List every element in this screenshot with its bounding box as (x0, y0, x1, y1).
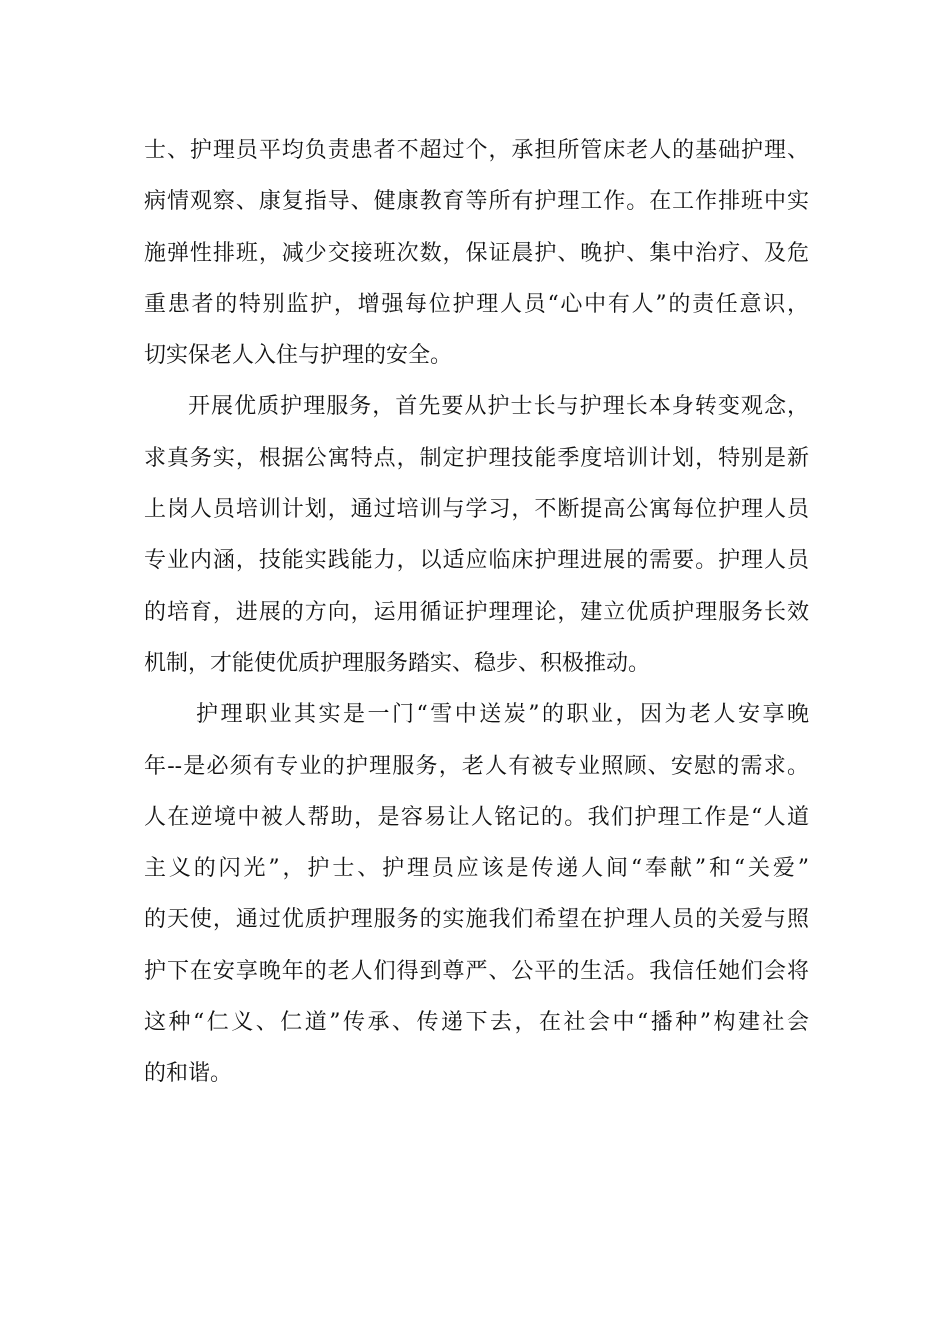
paragraph-3 (144, 689, 809, 1099)
text-line: 的培育，进展的方向，运用循证护理理论，建立优质护理服务长效 (144, 599, 809, 625)
text-line: 人在逆境中被人帮助，是容易让人铭记的。我们护理工作是“人道 (144, 804, 809, 830)
paragraph-1 (144, 125, 809, 381)
text-line: 这种“仁义、仁道”传承、传递下去，在社会中“播种”构建社会 (144, 1010, 809, 1036)
text-line: 的和谐。 (144, 1061, 233, 1087)
text-line: 开展优质护理服务，首先要从护士长与护理长本身转变观念， (188, 394, 809, 420)
text-line: 的天使，通过优质护理服务的实施我们希望在护理人员的关爱与照 (144, 907, 809, 933)
text-line: 求真务实，根据公寓特点，制定护理技能季度培训计划，特别是新 (144, 445, 809, 471)
text-line: 护下在安享晚年的老人们得到尊严、公平的生活。我信任她们会将 (144, 958, 809, 984)
text-line: 士、护理员平均负责患者不超过个，承担所管床老人的基础护理、 (144, 138, 809, 163)
text-line: 上岗人员培训计划，通过培训与学习，不断提高公寓每位护理人员 (144, 497, 809, 523)
text-line: 机制，才能使优质护理服务踏实、稳步、积极推动。 (144, 650, 651, 676)
paragraph-2 (144, 381, 809, 689)
text-line: 切实保老人入住与护理的安全。 (144, 343, 453, 369)
text-line: 重患者的特别监护，增强每位护理人员“心中有人”的责任意识， (144, 291, 809, 317)
text-line: 护理职业其实是一门“雪中送炭”的职业，因为老人安享晚 (196, 702, 809, 728)
body-text (144, 125, 809, 1100)
text-line: 专业内涵，技能实践能力，以适应临床护理进展的需要。护理人员 (144, 548, 809, 574)
text-line: 施弹性排班，减少交接班次数，保证晨护、晚护、集中治疗、及危 (144, 240, 809, 266)
text-line: 主义的闪光”，护士、护理员应该是传递人间“奉献”和“关爱” (144, 856, 809, 882)
text-line: 年--是必须有专业的护理服务，老人有被专业照顾、安慰的需求。 (144, 753, 809, 779)
text-line: 病情观察、康复指导、健康教育等所有护理工作。在工作排班中实 (144, 189, 809, 215)
